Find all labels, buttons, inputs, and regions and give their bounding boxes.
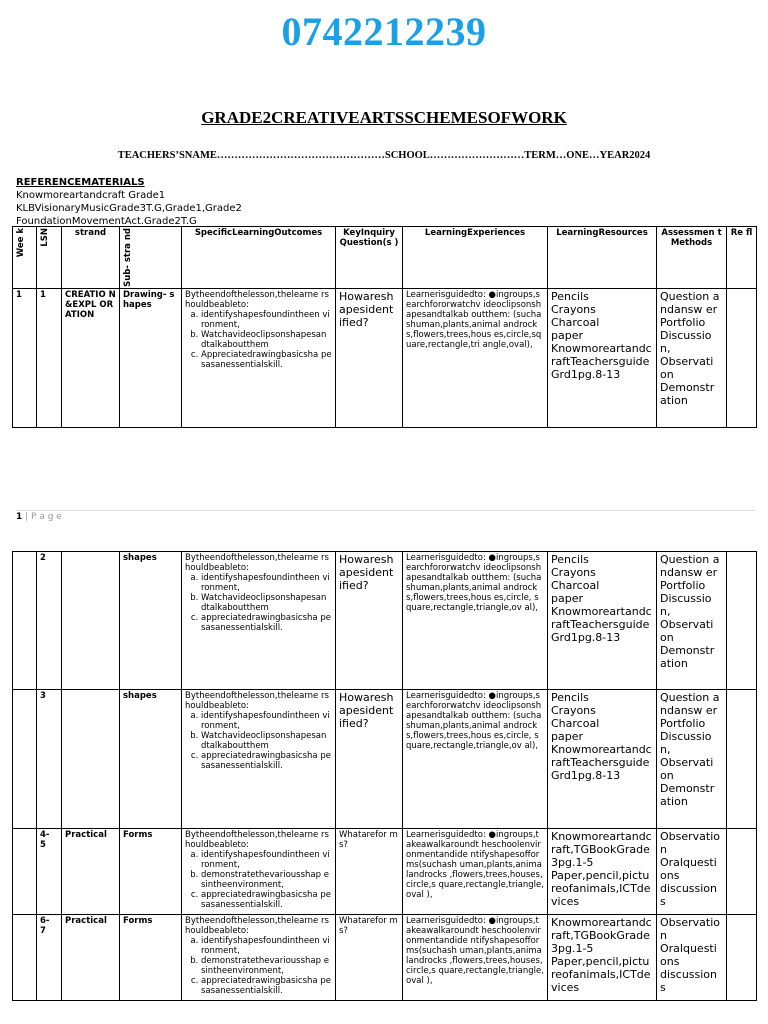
cell-key-inquiry: Whatarefor ms?	[336, 829, 403, 915]
slo-item: c. appreciatedrawingbasicsha pesasanessentialskill.	[201, 613, 332, 633]
table-header-row	[13, 227, 757, 289]
cell-learning-experiences: Learnerisguidedto: ●ingroups,searchfororwatchv ideoclipsonshapesandtalkab outthem: (suchashuman,plants,animal androcks,flowers,trees,hous es,circle, square,rectangle,triangle,ov al),	[403, 690, 548, 829]
cell-lsn: 3	[37, 690, 62, 829]
cell-assessment-methods	[657, 288, 727, 427]
cell-learning-resources	[548, 829, 657, 915]
assessment-item: Demonstr ation	[660, 380, 715, 407]
table-row	[13, 552, 757, 690]
header-kiq: KeyInquiry Question(s )	[336, 227, 403, 289]
slo-list	[185, 711, 332, 771]
cell-learning-resources	[548, 288, 657, 427]
slo-item: b. demonstratethevariousshap esintheenvironment,	[201, 956, 332, 976]
assessment-item: Oralquesti ons	[660, 942, 717, 968]
resource-item: Paper,pencil,pictu reofanimals,ICTde vices	[551, 869, 651, 908]
cell-strand: Practical	[62, 829, 120, 915]
resource-item: paper	[551, 730, 583, 743]
resource-item: Knowmoreartandc raftTeachersguide Grd1pg.8-13	[551, 341, 652, 381]
slo-list	[185, 573, 332, 633]
cell-strand: Practical	[62, 915, 120, 1001]
assessment-item: Discussio n,	[660, 328, 712, 355]
cell-week	[13, 915, 37, 1001]
header-lsn: LSN	[37, 227, 62, 289]
cell-learning-resources	[548, 552, 657, 690]
resource-item: Knowmoreartandc raftTeachersguide Grd1pg.8-13	[551, 605, 652, 644]
header-lr: LearningResources	[548, 227, 657, 289]
resource-item: Paper,pencil,pictu reofanimals,ICTde vices	[551, 955, 651, 994]
slo-item: c. appreciatedrawingbasicsha pesasanessentialskill.	[201, 751, 332, 771]
scheme-table-page-2	[12, 551, 757, 1001]
assessment-item: Oralquesti ons	[660, 856, 717, 882]
cell-reflection	[727, 915, 757, 1001]
header-le: LearningExperiences	[403, 227, 548, 289]
header-strand: strand	[62, 227, 120, 289]
resource-item: Charcoal	[551, 579, 600, 592]
resource-item: Knowmoreartandc raft,TGBookGrade 3pg.1-5	[551, 916, 652, 955]
slo-item: b. Watchavideoclipsonshapesan dtalkaboutthem	[201, 593, 332, 613]
resource-item: Crayons	[551, 566, 596, 579]
cell-reflection	[727, 690, 757, 829]
cell-lsn: 6- 7	[37, 915, 62, 1001]
table-row	[13, 690, 757, 829]
assessment-item: Observatio n	[660, 916, 721, 942]
cell-learning-resources	[548, 690, 657, 829]
header-am: Assessmen tMethods	[657, 227, 727, 289]
cell-substrand: Forms	[120, 915, 182, 1001]
resource-item: Crayons	[551, 302, 596, 316]
slo-intro: Bytheendofthelesson,thelearne rshouldbeableto:	[185, 289, 329, 310]
resource-item: Crayons	[551, 704, 596, 717]
cell-week	[13, 690, 37, 829]
cell-learning-outcomes	[182, 690, 336, 829]
reference-line: Knowmoreartandcraft Grade1	[16, 190, 166, 201]
slo-list	[185, 310, 332, 370]
resource-item: Knowmoreartandc raftTeachersguide Grd1pg.8-13	[551, 743, 652, 782]
assessment-item: Discussio n,	[660, 592, 712, 618]
slo-intro: Bytheendofthelesson,thelearne rshouldbeableto:	[185, 916, 329, 936]
cell-reflection	[727, 288, 757, 427]
cell-key-inquiry: Howaresh apesident ified?	[336, 288, 403, 427]
assessment-item: Portfolio	[660, 717, 706, 730]
assessment-item: Portfolio	[660, 315, 706, 329]
assessment-item: Question andansw er	[660, 289, 720, 316]
reference-line: KLBVisionaryMusicGrade3T.G,Grade1,Grade2	[16, 203, 242, 214]
cell-lsn: 1	[37, 288, 62, 427]
cell-reflection	[727, 829, 757, 915]
cell-key-inquiry: Whatarefor ms?	[336, 915, 403, 1001]
cell-lsn: 4- 5	[37, 829, 62, 915]
slo-item: c. Appreciatedrawingbasicsha pesasanessentialskill.	[201, 350, 332, 370]
cell-learning-outcomes	[182, 288, 336, 427]
cell-week	[13, 829, 37, 915]
table-row	[13, 288, 757, 427]
cell-assessment-methods	[657, 829, 727, 915]
cell-assessment-methods	[657, 552, 727, 690]
header-slo: SpecificLearningOutcomes	[182, 227, 336, 289]
cell-key-inquiry: Howaresh apesident ified?	[336, 552, 403, 690]
slo-item: a. identifyshapesfoundintheen vironment,	[201, 850, 332, 870]
slo-item: a. identifyshapesfoundintheen vironment,	[201, 711, 332, 731]
table-row	[13, 829, 757, 915]
assessment-item: Observati on	[660, 756, 714, 782]
phone-number-banner: 0742212239	[281, 9, 487, 54]
assessment-item: Discussio n,	[660, 730, 712, 756]
slo-item: a. identifyshapesfoundintheen vironment,	[201, 936, 332, 956]
resource-item: Knowmoreartandc raft,TGBookGrade 3pg.1-5	[551, 830, 652, 869]
slo-item: a. identifyshapesfoundintheen vironment,	[201, 573, 332, 593]
cell-substrand: Forms	[120, 829, 182, 915]
assessment-item: Demonstr ation	[660, 644, 715, 670]
cell-assessment-methods	[657, 690, 727, 829]
document-title: GRADE2CREATIVEARTSSCHEMESOFWORK	[201, 108, 567, 127]
resource-item: Pencils	[551, 691, 589, 704]
header-week: Wee k	[13, 227, 37, 289]
slo-item: c. appreciatedrawingbasicsha pesasanessentialskill.	[201, 890, 332, 910]
cell-strand	[62, 552, 120, 690]
slo-intro: Bytheendofthelesson,thelearne rshouldbeableto:	[185, 830, 329, 850]
cell-week	[13, 552, 37, 690]
cell-learning-experiences: Learnerisguidedto: ●ingroups,searchfororwatchv ideoclipsonshapesandtalkab outthem: (suchashuman,plants,animal androcks,flowers,trees,hous es,circle, square,rectangle,triangle,ov al),	[403, 552, 548, 690]
slo-item: c. appreciatedrawingbasicsha pesasanessentialskill.	[201, 976, 332, 996]
scheme-table-page-1	[12, 226, 757, 428]
cell-week: 1	[13, 288, 37, 427]
resource-item: Charcoal	[551, 717, 600, 730]
cell-substrand: shapes	[120, 690, 182, 829]
cell-strand	[62, 690, 120, 829]
assessment-item: Question andansw er	[660, 691, 720, 717]
slo-item: b. Watchavideoclipsonshapesan dtalkaboutthem	[201, 731, 332, 751]
teachers-name-line: TEACHERS’SNAME…………………………………………SCHOOL………………………TERM…ONE…YEAR2024	[117, 150, 651, 161]
assessment-item: discussion s	[660, 968, 718, 994]
reference-materials	[16, 176, 242, 228]
resource-item: Pencils	[551, 553, 589, 566]
assessment-item: Observati on	[660, 354, 714, 381]
assessment-item: Observati on	[660, 618, 714, 644]
cell-lsn: 2	[37, 552, 62, 690]
cell-substrand: shapes	[120, 552, 182, 690]
slo-list	[185, 850, 332, 910]
footer-rule	[16, 510, 756, 511]
header-substrand: Sub- stra nd	[120, 227, 182, 289]
assessment-item: Portfolio	[660, 579, 706, 592]
slo-list	[185, 936, 332, 996]
resource-item: paper	[551, 328, 583, 342]
cell-learning-outcomes	[182, 552, 336, 690]
slo-item: b. Watchavideoclipsonshapesan dtalkaboutthem	[201, 330, 332, 350]
header-refl: Re fl	[727, 227, 757, 289]
assessment-item: Observatio n	[660, 830, 721, 856]
slo-item: a. identifyshapesfoundintheen vironment,	[201, 310, 332, 330]
slo-intro: Bytheendofthelesson,thelearne rshouldbeableto:	[185, 691, 329, 711]
cell-learning-experiences: Learnerisguidedto: ●ingroups,takeawalkaroundt heschoolenvironmentandide ntifyshapesofforms(suchash uman,plants,animalandrocks ,flowers,trees,houses,circle,s quare,rectangle,triangle,oval ),	[403, 915, 548, 1001]
assessment-item: Question andansw er	[660, 553, 720, 579]
cell-assessment-methods	[657, 915, 727, 1001]
slo-item: b. demonstratethevariousshap esintheenvironment,	[201, 870, 332, 890]
cell-reflection	[727, 552, 757, 690]
assessment-item: Demonstr ation	[660, 782, 715, 808]
slo-intro: Bytheendofthelesson,thelearne rshouldbeableto:	[185, 553, 329, 573]
resource-item: paper	[551, 592, 583, 605]
cell-learning-experiences: Learnerisguidedto: ●ingroups,searchfororwatchv ideoclipsonshapesandtalkab outthem: (suchashuman,plants,animal androcks,flowers,trees,hous es,circle,square,rectangle,tri angle,oval),	[403, 288, 548, 427]
page-footer: 1 | P a g e	[16, 512, 62, 522]
cell-learning-outcomes	[182, 829, 336, 915]
reference-heading: REFERENCEMATERIALS	[16, 177, 145, 188]
cell-learning-resources	[548, 915, 657, 1001]
cell-substrand: Drawing- shapes	[120, 288, 182, 427]
cell-key-inquiry: Howaresh apesident ified?	[336, 690, 403, 829]
cell-learning-experiences: Learnerisguidedto: ●ingroups,takeawalkaroundt heschoolenvironmentandide ntifyshapesofforms(suchash uman,plants,animalandrocks ,flowers,trees,houses,circle,s quare,rectangle,triangle,oval ),	[403, 829, 548, 915]
assessment-item: discussion s	[660, 882, 718, 908]
cell-learning-outcomes	[182, 915, 336, 1001]
resource-item: Charcoal	[551, 315, 600, 329]
table-row	[13, 915, 757, 1001]
resource-item: Pencils	[551, 289, 589, 303]
reference-line: FoundationMovementAct.Grade2T.G	[16, 216, 197, 227]
cell-strand: CREATIO N&EXPL ORATION	[62, 288, 120, 427]
